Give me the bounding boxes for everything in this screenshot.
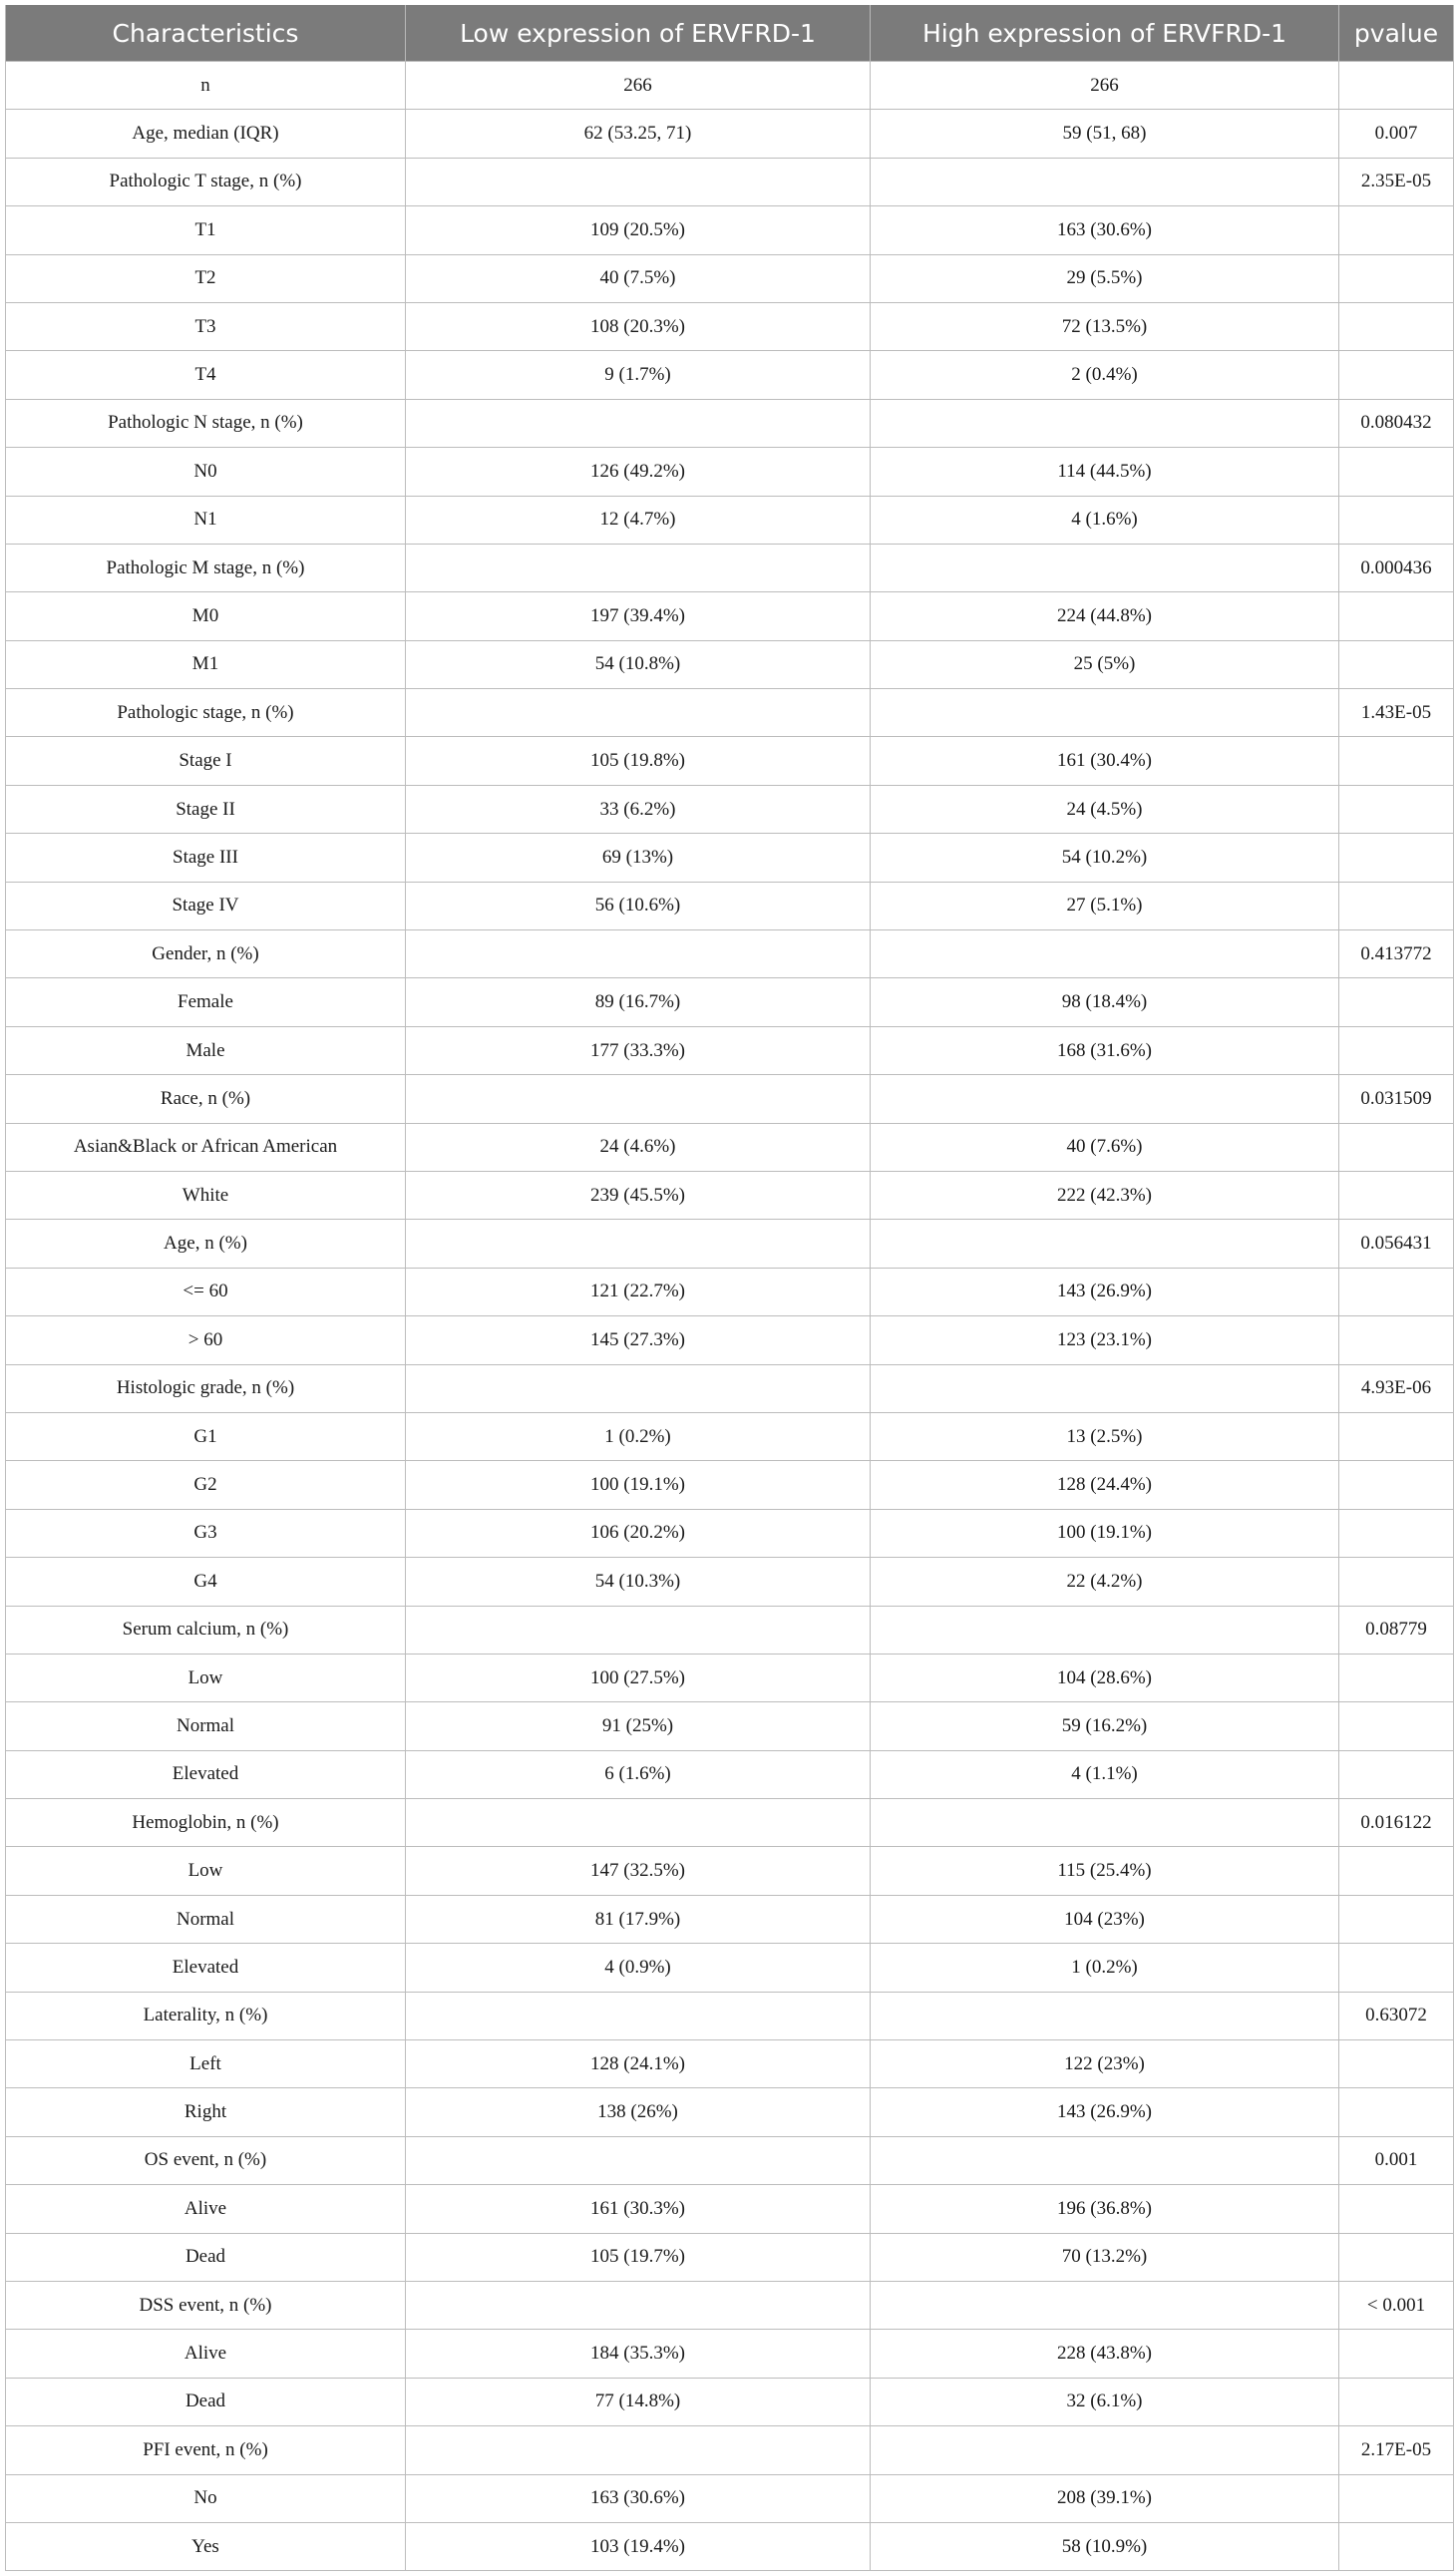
cell-pvalue [1339,737,1454,785]
cell-low-expression: 69 (13%) [406,834,871,882]
cell-high-expression [871,930,1339,978]
cell-characteristic: Female [6,978,406,1026]
table-row [6,158,1454,205]
cell-characteristic: T4 [6,351,406,399]
cell-pvalue [1339,2522,1454,2570]
cell-high-expression: 228 (43.8%) [871,2330,1339,2378]
cell-characteristic: Hemoglobin, n (%) [6,1799,406,1847]
table-row [6,1558,1454,1606]
cell-pvalue [1339,2378,1454,2425]
table-row [6,737,1454,785]
cell-pvalue [1339,1412,1454,1460]
table-row [6,1461,1454,1509]
cell-characteristic: Asian&Black or African American [6,1123,406,1171]
cell-characteristic: Low [6,1847,406,1895]
table-row [6,2474,1454,2522]
cell-characteristic: Normal [6,1702,406,1750]
table-row [6,2088,1454,2136]
cell-low-expression: 121 (22.7%) [406,1268,871,1315]
cell-characteristic: White [6,1171,406,1219]
cell-characteristic: PFI event, n (%) [6,2426,406,2474]
cell-high-expression: 24 (4.5%) [871,785,1339,833]
cell-pvalue [1339,1895,1454,1943]
cell-low-expression: 100 (19.1%) [406,1461,871,1509]
cell-low-expression: 105 (19.8%) [406,737,871,785]
cell-pvalue [1339,1750,1454,1798]
table-row [6,2522,1454,2570]
cell-low-expression [406,544,871,591]
header-low-expression: Low expression of ERVFRD-1 [406,5,871,62]
cell-low-expression: 184 (35.3%) [406,2330,871,2378]
table-row [6,399,1454,447]
cell-characteristic: Low [6,1654,406,1701]
cell-characteristic: Dead [6,2233,406,2281]
cell-pvalue [1339,496,1454,544]
cell-characteristic: N0 [6,448,406,496]
cell-characteristic: Histologic grade, n (%) [6,1364,406,1412]
cell-high-expression: 40 (7.6%) [871,1123,1339,1171]
table-row [6,689,1454,737]
cell-pvalue: 0.413772 [1339,930,1454,978]
cell-characteristic: G2 [6,1461,406,1509]
cell-characteristic: Dead [6,2378,406,2425]
cell-low-expression: 109 (20.5%) [406,206,871,254]
cell-low-expression: 9 (1.7%) [406,351,871,399]
cell-high-expression [871,1364,1339,1412]
cell-pvalue: 0.63072 [1339,1992,1454,2039]
cell-pvalue [1339,2330,1454,2378]
cell-characteristic: Normal [6,1895,406,1943]
cell-high-expression: 122 (23%) [871,2040,1339,2088]
cell-pvalue [1339,351,1454,399]
cell-characteristic: Race, n (%) [6,1075,406,1123]
cell-low-expression: 197 (39.4%) [406,592,871,640]
table-row [6,592,1454,640]
table-row [6,640,1454,688]
cell-pvalue [1339,1847,1454,1895]
cell-characteristic: G4 [6,1558,406,1606]
cell-low-expression [406,930,871,978]
cell-high-expression: 98 (18.4%) [871,978,1339,1026]
table-row [6,2136,1454,2184]
cell-pvalue: 0.001 [1339,2136,1454,2184]
cell-characteristic: Right [6,2088,406,2136]
table-row [6,2185,1454,2233]
cell-pvalue: 2.17E-05 [1339,2426,1454,2474]
cell-high-expression: 143 (26.9%) [871,2088,1339,2136]
cell-characteristic: Pathologic stage, n (%) [6,689,406,737]
table-row [6,254,1454,302]
cell-characteristic: DSS event, n (%) [6,2281,406,2329]
cell-characteristic: Age, median (IQR) [6,110,406,158]
cell-high-expression [871,1075,1339,1123]
cell-low-expression [406,158,871,205]
cell-pvalue: 0.08779 [1339,1606,1454,1654]
cell-low-expression: 145 (27.3%) [406,1316,871,1364]
cell-high-expression: 196 (36.8%) [871,2185,1339,2233]
cell-high-expression: 25 (5%) [871,640,1339,688]
header-characteristics: Characteristics [6,5,406,62]
cell-pvalue: 0.031509 [1339,1075,1454,1123]
cell-characteristic: N1 [6,496,406,544]
cell-high-expression: 54 (10.2%) [871,834,1339,882]
cell-low-expression: 91 (25%) [406,1702,871,1750]
cell-high-expression: 22 (4.2%) [871,1558,1339,1606]
cell-low-expression [406,2426,871,2474]
header-row [6,5,1454,62]
cell-low-expression: 138 (26%) [406,2088,871,2136]
cell-high-expression [871,2136,1339,2184]
cell-characteristic: M1 [6,640,406,688]
table-row [6,1509,1454,1557]
cell-pvalue [1339,785,1454,833]
table-row [6,206,1454,254]
cell-low-expression: 4 (0.9%) [406,1944,871,1992]
header-pvalue: pvalue [1339,5,1454,62]
cell-characteristic: n [6,62,406,110]
cell-pvalue [1339,1558,1454,1606]
cell-low-expression [406,1220,871,1268]
cell-high-expression [871,1992,1339,2039]
cell-high-expression [871,399,1339,447]
table-row [6,1702,1454,1750]
cell-pvalue [1339,1509,1454,1557]
table-row [6,1123,1454,1171]
table-row [6,2378,1454,2425]
table-row [6,1799,1454,1847]
cell-low-expression: 266 [406,62,871,110]
cell-low-expression: 106 (20.2%) [406,1509,871,1557]
cell-low-expression: 1 (0.2%) [406,1412,871,1460]
cell-pvalue: 4.93E-06 [1339,1364,1454,1412]
table-row [6,1944,1454,1992]
cell-low-expression: 54 (10.8%) [406,640,871,688]
table-row [6,1750,1454,1798]
cell-low-expression: 33 (6.2%) [406,785,871,833]
cell-high-expression: 222 (42.3%) [871,1171,1339,1219]
cell-characteristic: Elevated [6,1944,406,1992]
cell-low-expression [406,399,871,447]
table-row [6,1654,1454,1701]
table-row [6,1606,1454,1654]
table-container [5,5,1453,2571]
cell-low-expression: 108 (20.3%) [406,302,871,350]
table-row [6,1316,1454,1364]
cell-low-expression: 89 (16.7%) [406,978,871,1026]
cell-low-expression: 177 (33.3%) [406,1026,871,1074]
cell-high-expression: 104 (28.6%) [871,1654,1339,1701]
table-row [6,2040,1454,2088]
cell-low-expression: 100 (27.5%) [406,1654,871,1701]
cell-pvalue: 0.080432 [1339,399,1454,447]
cell-pvalue [1339,1944,1454,1992]
cell-high-expression: 1 (0.2%) [871,1944,1339,1992]
cell-characteristic: Pathologic N stage, n (%) [6,399,406,447]
cell-characteristic: Alive [6,2185,406,2233]
cell-characteristic: Pathologic T stage, n (%) [6,158,406,205]
cell-high-expression [871,158,1339,205]
cell-characteristic: G1 [6,1412,406,1460]
cell-pvalue [1339,834,1454,882]
table-row [6,302,1454,350]
cell-pvalue: 0.007 [1339,110,1454,158]
cell-high-expression [871,2426,1339,2474]
cell-characteristic: Stage III [6,834,406,882]
table-row [6,1895,1454,1943]
cell-high-expression: 13 (2.5%) [871,1412,1339,1460]
cell-low-expression [406,1364,871,1412]
cell-high-expression: 59 (51, 68) [871,110,1339,158]
cell-characteristic: G3 [6,1509,406,1557]
cell-pvalue: < 0.001 [1339,2281,1454,2329]
cell-low-expression: 163 (30.6%) [406,2474,871,2522]
cell-high-expression [871,544,1339,591]
cell-low-expression [406,689,871,737]
cell-low-expression: 77 (14.8%) [406,2378,871,2425]
cell-high-expression: 72 (13.5%) [871,302,1339,350]
cell-high-expression: 115 (25.4%) [871,1847,1339,1895]
cell-low-expression [406,2136,871,2184]
cell-pvalue [1339,2185,1454,2233]
cell-characteristic: Yes [6,2522,406,2570]
cell-pvalue: 0.000436 [1339,544,1454,591]
cell-pvalue [1339,640,1454,688]
cell-pvalue: 0.056431 [1339,1220,1454,1268]
cell-high-expression [871,1799,1339,1847]
cell-pvalue [1339,1316,1454,1364]
cell-low-expression: 126 (49.2%) [406,448,871,496]
cell-pvalue [1339,1654,1454,1701]
cell-pvalue [1339,1461,1454,1509]
cell-pvalue [1339,62,1454,110]
cell-pvalue [1339,592,1454,640]
cell-pvalue [1339,206,1454,254]
cell-pvalue [1339,2040,1454,2088]
cell-characteristic: No [6,2474,406,2522]
cell-characteristic: Stage II [6,785,406,833]
cell-low-expression [406,1799,871,1847]
table-row [6,1220,1454,1268]
cell-high-expression: 27 (5.1%) [871,882,1339,929]
cell-high-expression: 266 [871,62,1339,110]
cell-characteristic: Male [6,1026,406,1074]
cell-high-expression [871,1606,1339,1654]
cell-low-expression: 56 (10.6%) [406,882,871,929]
cell-characteristic: Stage I [6,737,406,785]
cell-high-expression: 208 (39.1%) [871,2474,1339,2522]
table-row [6,351,1454,399]
cell-pvalue [1339,978,1454,1026]
cell-pvalue [1339,1123,1454,1171]
cell-high-expression [871,689,1339,737]
cell-low-expression: 103 (19.4%) [406,2522,871,2570]
table-row [6,834,1454,882]
cell-high-expression: 168 (31.6%) [871,1026,1339,1074]
cell-high-expression: 123 (23.1%) [871,1316,1339,1364]
cell-low-expression: 62 (53.25, 71) [406,110,871,158]
cell-low-expression: 54 (10.3%) [406,1558,871,1606]
cell-pvalue [1339,448,1454,496]
cell-pvalue: 1.43E-05 [1339,689,1454,737]
cell-high-expression: 128 (24.4%) [871,1461,1339,1509]
cell-high-expression: 114 (44.5%) [871,448,1339,496]
cell-low-expression: 161 (30.3%) [406,2185,871,2233]
cell-characteristic: Laterality, n (%) [6,1992,406,2039]
cell-high-expression: 4 (1.1%) [871,1750,1339,1798]
table-row [6,1364,1454,1412]
cell-pvalue [1339,1026,1454,1074]
cell-characteristic: Stage IV [6,882,406,929]
cell-pvalue [1339,302,1454,350]
cell-pvalue [1339,1268,1454,1315]
table-row [6,1268,1454,1315]
table-row [6,110,1454,158]
cell-characteristic: Gender, n (%) [6,930,406,978]
cell-high-expression [871,1220,1339,1268]
cell-low-expression: 24 (4.6%) [406,1123,871,1171]
table-row [6,1026,1454,1074]
cell-high-expression: 224 (44.8%) [871,592,1339,640]
table-row [6,930,1454,978]
characteristics-table [5,5,1454,2571]
cell-low-expression: 81 (17.9%) [406,1895,871,1943]
cell-high-expression: 58 (10.9%) [871,2522,1339,2570]
cell-low-expression [406,1992,871,2039]
cell-pvalue: 2.35E-05 [1339,158,1454,205]
cell-characteristic: OS event, n (%) [6,2136,406,2184]
cell-characteristic: M0 [6,592,406,640]
cell-pvalue [1339,1702,1454,1750]
header-high-expression: High expression of ERVFRD-1 [871,5,1339,62]
table-row [6,2233,1454,2281]
cell-high-expression: 161 (30.4%) [871,737,1339,785]
cell-high-expression: 32 (6.1%) [871,2378,1339,2425]
cell-high-expression: 29 (5.5%) [871,254,1339,302]
cell-high-expression: 163 (30.6%) [871,206,1339,254]
table-row [6,1992,1454,2039]
cell-high-expression: 4 (1.6%) [871,496,1339,544]
table-row [6,1847,1454,1895]
table-row [6,785,1454,833]
cell-characteristic: Pathologic M stage, n (%) [6,544,406,591]
table-row [6,496,1454,544]
cell-pvalue [1339,254,1454,302]
table-row [6,2330,1454,2378]
table-row [6,1412,1454,1460]
cell-characteristic: T2 [6,254,406,302]
cell-pvalue [1339,882,1454,929]
cell-characteristic: T3 [6,302,406,350]
cell-characteristic: T1 [6,206,406,254]
cell-high-expression: 100 (19.1%) [871,1509,1339,1557]
cell-pvalue [1339,2233,1454,2281]
table-body [6,62,1454,2571]
table-row [6,448,1454,496]
cell-high-expression: 2 (0.4%) [871,351,1339,399]
cell-characteristic: Age, n (%) [6,1220,406,1268]
cell-pvalue [1339,2474,1454,2522]
table-row [6,1171,1454,1219]
cell-low-expression: 105 (19.7%) [406,2233,871,2281]
cell-characteristic: Serum calcium, n (%) [6,1606,406,1654]
cell-high-expression: 143 (26.9%) [871,1268,1339,1315]
cell-low-expression [406,1606,871,1654]
table-row [6,62,1454,110]
cell-characteristic: <= 60 [6,1268,406,1315]
cell-high-expression [871,2281,1339,2329]
cell-characteristic: Left [6,2040,406,2088]
cell-pvalue: 0.016122 [1339,1799,1454,1847]
cell-low-expression: 6 (1.6%) [406,1750,871,1798]
cell-high-expression: 70 (13.2%) [871,2233,1339,2281]
cell-high-expression: 104 (23%) [871,1895,1339,1943]
cell-low-expression [406,1075,871,1123]
table-row [6,2281,1454,2329]
table-row [6,2426,1454,2474]
cell-pvalue [1339,1171,1454,1219]
cell-low-expression: 147 (32.5%) [406,1847,871,1895]
cell-low-expression: 128 (24.1%) [406,2040,871,2088]
cell-low-expression: 12 (4.7%) [406,496,871,544]
table-row [6,1075,1454,1123]
cell-low-expression [406,2281,871,2329]
cell-characteristic: > 60 [6,1316,406,1364]
cell-characteristic: Alive [6,2330,406,2378]
cell-low-expression: 239 (45.5%) [406,1171,871,1219]
cell-high-expression: 59 (16.2%) [871,1702,1339,1750]
table-row [6,882,1454,929]
cell-pvalue [1339,2088,1454,2136]
table-row [6,978,1454,1026]
table-row [6,544,1454,591]
table-header [6,5,1454,62]
cell-low-expression: 40 (7.5%) [406,254,871,302]
cell-characteristic: Elevated [6,1750,406,1798]
